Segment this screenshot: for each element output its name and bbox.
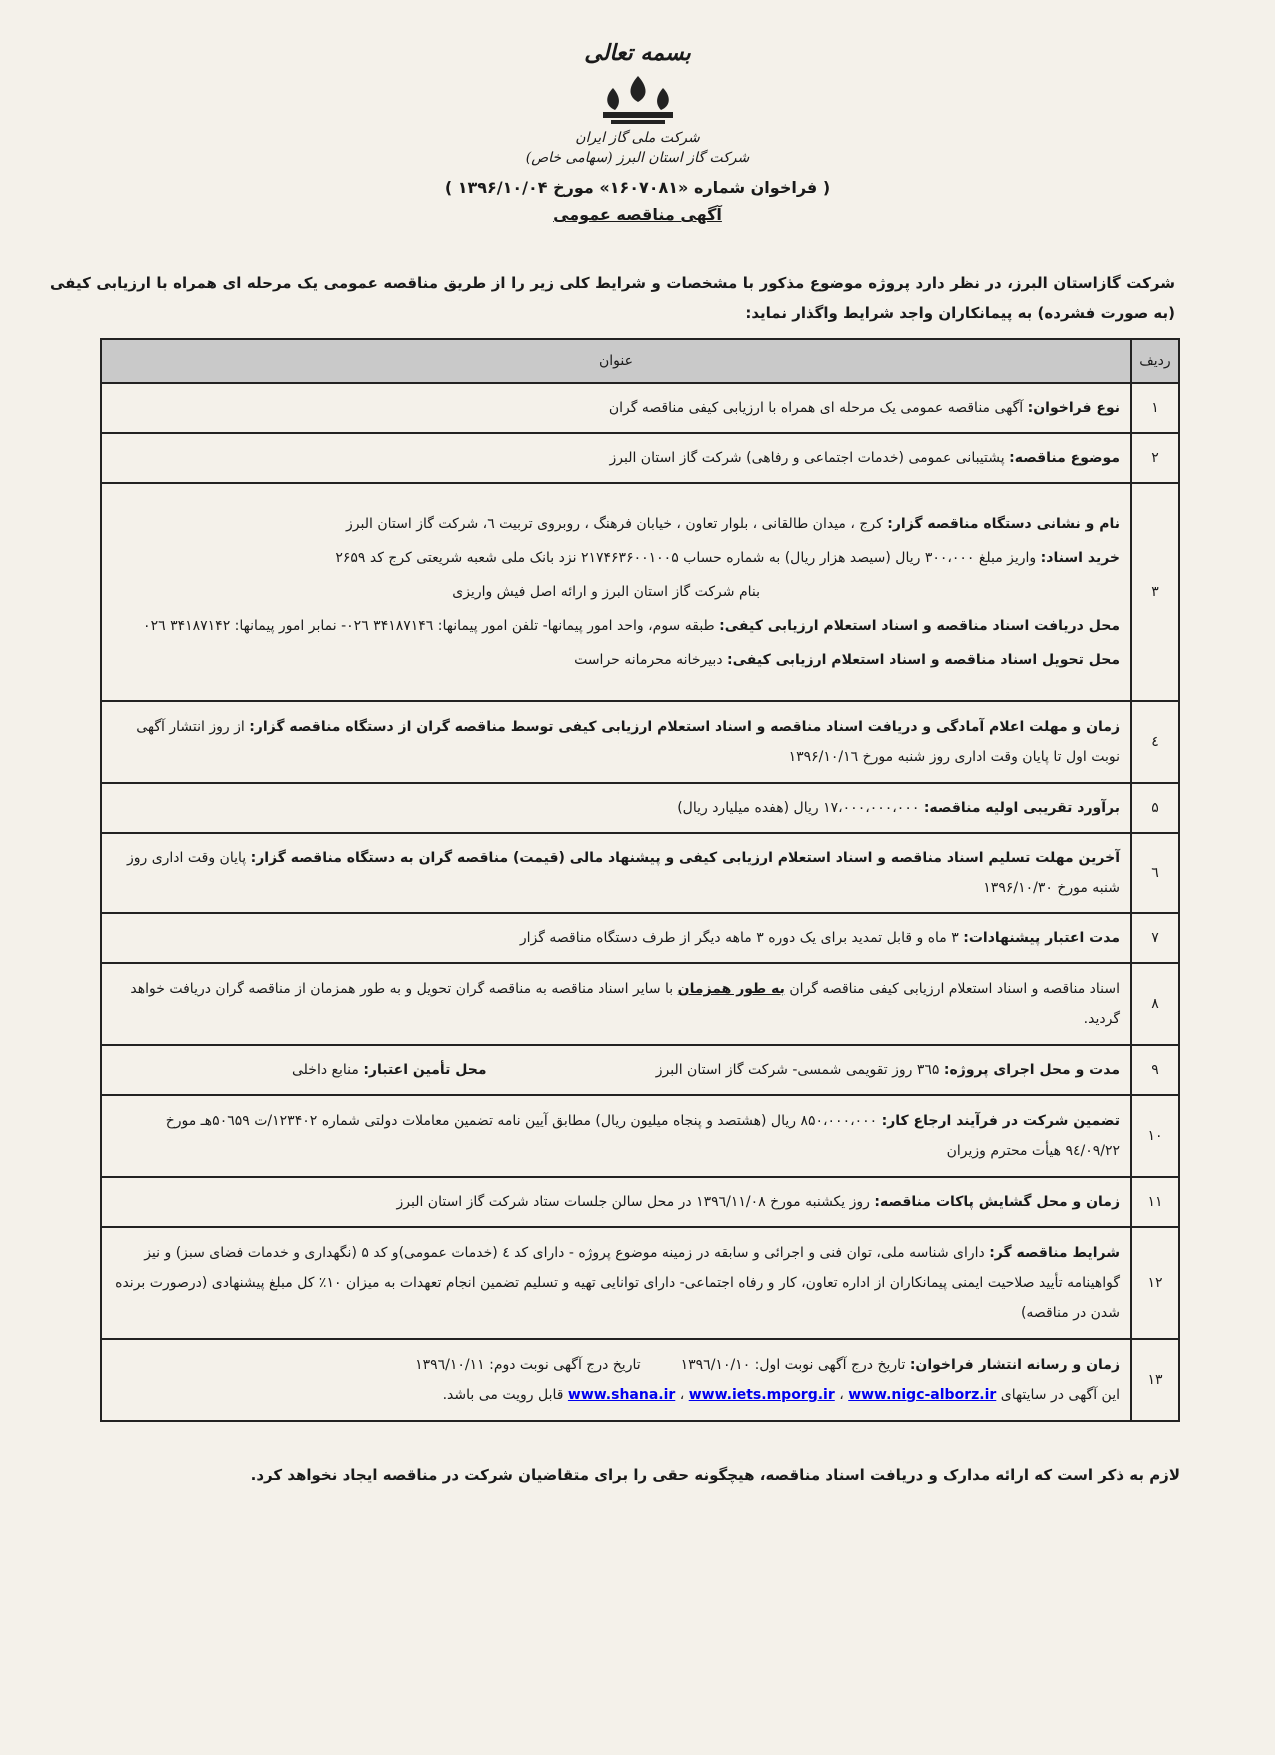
row-line [112, 645, 1120, 675]
table-row [101, 701, 1179, 783]
row-two-parts [112, 1055, 1120, 1085]
row-line [112, 543, 1120, 573]
col-header-title: عنوان [101, 339, 1131, 383]
row-number: ۸ [1131, 963, 1179, 1045]
row-text: آگهی مناقصه عمومی یک مرحله ای همراه با ارزیابی کیفی مناقصه گران [608, 400, 1024, 416]
table-row [101, 1045, 1179, 1095]
company-name: شرکت ملی گاز ایران [575, 130, 700, 146]
table-header-row [101, 339, 1179, 383]
row-text: دارای شناسه ملی، توان فنی و اجرائی و سابقه در زمینه موضوع پروژه - دارای کد ٤ (خدمات عمومی)و کد ۵ (نگهداری و خدمات فضای سبز) و نیز گواهینامه تأیید صلاحیت ایمنی پیمانکاران از اداره تعاون، کار و رفاه اجتماعی- دارای توانایی تهیه و تسلیم تضمین انجام تعهدات به میزان ۱۰٪ کل مبلغ پیشنهادی (درصورت برنده شدن در مناقصه) [115, 1245, 1120, 1321]
document-header [0, 30, 1275, 224]
row-label: محل دریافت اسناد مناقصه و اسناد استعلام ارزیابی کیفی: [719, 618, 1120, 634]
row-body [101, 383, 1131, 433]
row-number: ۱۳ [1131, 1339, 1179, 1421]
row-text: بنام شرکت گاز استان البرز و ارائه اصل فیش واریزی [452, 584, 760, 600]
row-line: این آگهی در سایتهای www.shana.ir ، www.iets.mporg.ir ، www.nigc-alborz.ir قابل رویت می باشد. [442, 1387, 1120, 1403]
row-text: واریز مبلغ ۳۰۰،۰۰۰ ریال (سیصد هزار ریال) به شماره حساب ۲۱۷۴۶۳۶۰۰۱۰۰۵ نزد بانک ملی شعبه شریعتی کرج کد ۲۶۵۹ [335, 550, 1037, 566]
row-text: روز یکشنبه مورخ ۱۳۹٦/۱۱/۰۸ در محل سالن جلسات ستاد شرکت گاز استان البرز [396, 1194, 870, 1210]
row-part-a [656, 1055, 1120, 1085]
row-label: زمان و مهلت اعلام آمادگی و دریافت اسناد مناقصه و اسناد استعلام ارزیابی کیفی توسط مناقصه گران از دستگاه مناقصه گزار: [249, 719, 1120, 735]
row-label: نام و نشانی دستگاه مناقصه گزار: [887, 516, 1120, 532]
table-row [101, 1095, 1179, 1177]
row-number: ۳ [1131, 483, 1179, 701]
row-line [112, 509, 1120, 539]
row-label: محل تأمین اعتبار: [363, 1062, 487, 1078]
table-row [101, 783, 1179, 833]
site-link-shana[interactable]: www.shana.ir [567, 1387, 676, 1403]
intro-paragraph: شرکت گازاستان البرز، در نظر دارد پروژه موضوع مذکور با مشخصات و شرایط کلی زیر را از طریق مناقصه عمومی یک مرحله ای همراه با ارزیابی کیفی (به صورت فشرده) به پیمانکاران واجد شرایط واگذار نماید: [50, 274, 1175, 322]
row-number: ۱۱ [1131, 1177, 1179, 1227]
row-text: دبیرخانه محرمانه حراست [574, 652, 723, 668]
row-body [101, 963, 1131, 1045]
table-row [101, 1177, 1179, 1227]
row-body [101, 1227, 1131, 1339]
row-number: ٤ [1131, 701, 1179, 783]
row-text: اسناد مناقصه و اسناد استعلام ارزیابی کیفی مناقصه گران [789, 981, 1120, 997]
table-row [101, 913, 1179, 963]
row-number: ۱۲ [1131, 1227, 1179, 1339]
row-text: از روز انتشار آگهی نوبت اول تا پایان وقت اداری روز شنبه مورخ ۱۳۹۶/۱۰/۱٦ [136, 719, 1120, 765]
row-text: کرج ، میدان طالقانی ، بلوار تعاون ، خیابان فرهنگ ، روبروی تربیت ٦، شرکت گاز استان البرز [346, 516, 883, 532]
row-emphasis: به طور همزمان [677, 981, 785, 997]
col-header-num: ردیف [1131, 339, 1179, 383]
table-row [101, 1339, 1179, 1421]
row-label: برآورد تقریبی اولیه مناقصه: [923, 800, 1120, 816]
row-label: شرایط مناقصه گر: [989, 1245, 1120, 1261]
site-link-nigc-alborz[interactable]: www.nigc-alborz.ir [848, 1387, 997, 1403]
row-text: تاریخ درج آگهی نوبت اول: ۱۳۹٦/۱۰/۱۰ [680, 1357, 906, 1373]
row-body [101, 1177, 1131, 1227]
row-body [101, 1095, 1131, 1177]
row-body [101, 783, 1131, 833]
row-text: ۱۷،۰۰۰،۰۰۰،۰۰۰ ریال (هفده میلیارد ریال) [677, 800, 920, 816]
row-text: طبقه سوم، واحد امور پیمانها- تلفن امور پیمانها: ۳۴۱۸۷۱۴٦ ۰۲٦- نمابر امور پیمانها: ۳۴۱۸۷۱۴۲ ۰۲٦ [143, 618, 715, 634]
table-row [101, 1227, 1179, 1339]
row-label: مدت و محل اجرای پروژه: [943, 1062, 1120, 1078]
row-label: زمان و محل گشایش پاکات مناقصه: [874, 1194, 1120, 1210]
row-body [101, 833, 1131, 913]
table-row [101, 433, 1179, 483]
row-body [101, 1045, 1131, 1095]
row-text: قابل رویت می باشد. [442, 1387, 564, 1403]
row-label: تضمین شرکت در فرآیند ارجاع کار: [881, 1113, 1120, 1129]
row-text: این آگهی در سایتهای [1000, 1387, 1120, 1403]
row-text: ۳٦۵ روز تقویمی شمسی- شرکت گاز استان البرز [655, 1062, 940, 1078]
table-row [101, 483, 1179, 701]
row-part-b [292, 1055, 487, 1085]
row-number: ٦ [1131, 833, 1179, 913]
row-label: خرید اسناد: [1040, 550, 1120, 566]
row-line [112, 611, 1120, 641]
row-body [101, 701, 1131, 783]
row-label: نوع فراخوان: [1027, 400, 1120, 416]
row-text: تاریخ درج آگهی نوبت دوم: ۱۳۹٦/۱۰/۱۱ [415, 1357, 641, 1373]
row-label: آخرین مهلت تسلیم اسناد مناقصه و اسناد استعلام ارزیابی کیفی و پیشنهاد مالی (قیمت) مناقصه گران به دستگاه مناقصه گزار: [250, 850, 1120, 866]
nigc-logo-icon [593, 72, 683, 128]
row-label: زمان و رسانه انتشار فراخوان: [909, 1357, 1120, 1373]
row-label: موضوع مناقصه: [1009, 450, 1120, 466]
bismillah: بسمه تعالی [584, 40, 691, 66]
row-label: مدت اعتبار پیشنهادات: [963, 930, 1120, 946]
row-number: ۹ [1131, 1045, 1179, 1095]
row-body [101, 913, 1131, 963]
call-number: ( فراخوان شماره «۱۶۰۷۰۸۱» مورخ ۱۳۹۶/۱۰/۰۴ ) [444, 178, 831, 197]
row-number: ۱ [1131, 383, 1179, 433]
row-number: ۷ [1131, 913, 1179, 963]
row-number: ۲ [1131, 433, 1179, 483]
row-text: با سایر اسناد مناقصه به مناقصه گران تحویل و به طور همزمان از مناقصه گران دریافت خواهد گردید. [130, 981, 1120, 1027]
tender-table [100, 338, 1180, 1422]
row-text: پشتیبانی عمومی (خدمات اجتماعی و رفاهی) شرکت گاز استان البرز [609, 450, 1005, 466]
subcompany-name: شرکت گاز استان البرز (سهامی خاص) [525, 150, 750, 166]
ad-title: آگهی مناقصه عمومی [553, 205, 722, 224]
table-row [101, 383, 1179, 433]
site-link-iets[interactable]: www.iets.mporg.ir [688, 1387, 835, 1403]
row-text: ۳ ماه و قابل تمدید برای یک دوره ۳ ماهه دیگر از طرف دستگاه مناقصه گزار [519, 930, 959, 946]
row-text: ۸۵۰،۰۰۰،۰۰۰ ریال (هشتصد و پنجاه میلیون ریال) مطابق آیین نامه تضمین معاملات دولتی شماره ۱۲۳۴۰۲/ت ۵۰٦۵۹هـ مورخ ۹٤/۰۹/۲۲ هیأت محترم وزیران [165, 1113, 1120, 1159]
row-body [101, 433, 1131, 483]
row-number: ۵ [1131, 783, 1179, 833]
row-text: منابع داخلی [292, 1062, 359, 1078]
table-row [101, 963, 1179, 1045]
footer-note: لازم به ذکر است که ارائه مدارک و دریافت اسناد مناقصه، هیچگونه حقی را برای متقاضیان شرکت در مناقصه ایجاد نخواهد کرد. [250, 1466, 1180, 1484]
row-number: ۱۰ [1131, 1095, 1179, 1177]
row-body [101, 483, 1131, 701]
row-line [112, 1350, 1120, 1380]
row-label: محل تحویل اسناد مناقصه و اسناد استعلام ارزیابی کیفی: [727, 652, 1120, 668]
row-body [101, 1339, 1131, 1421]
row-text: پایان وقت اداری روز شنبه مورخ ۱۳۹۶/۱۰/۳۰ [126, 850, 1120, 896]
table-row [101, 833, 1179, 913]
row-line [112, 577, 1120, 607]
